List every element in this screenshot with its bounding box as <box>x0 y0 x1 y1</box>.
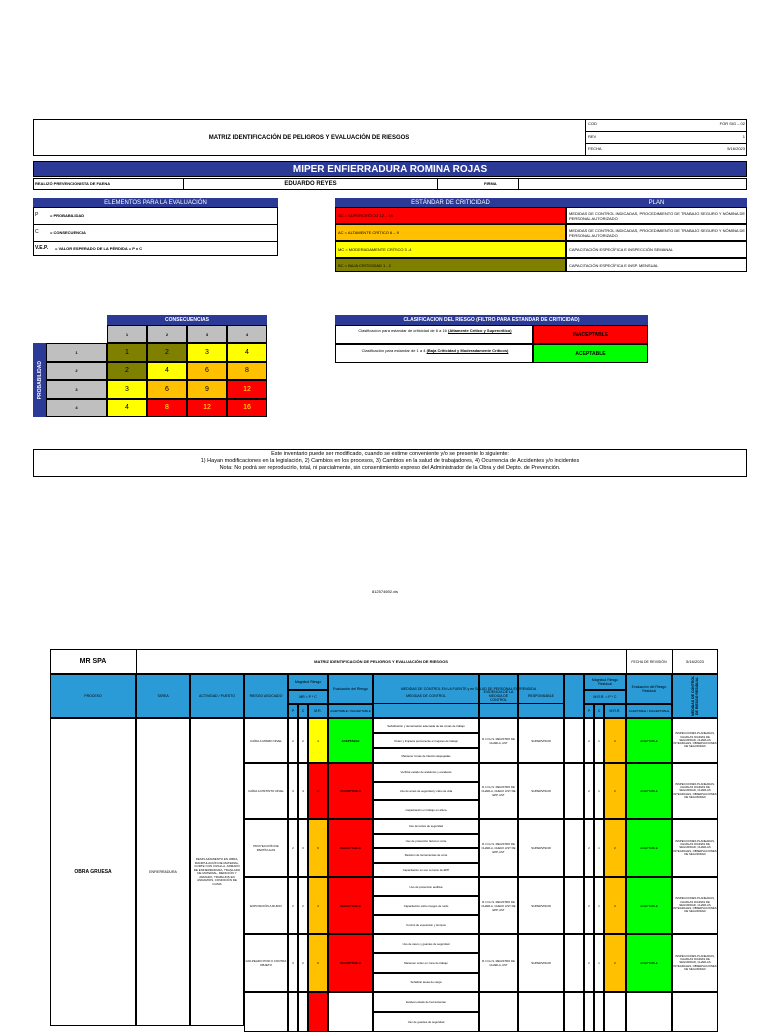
medida-item: Uso de lentes de seguridad <box>373 819 479 834</box>
cod-label: COD <box>588 121 597 126</box>
mr-cell: 6 <box>308 819 328 877</box>
medida-item: Señalización y demarcación adecuada de las zonas de trabajo <box>373 718 479 733</box>
acep2-cell: ACEPTABLE <box>626 819 672 877</box>
c2-cell: 1 <box>594 718 604 763</box>
clasif-row-2 <box>335 344 533 363</box>
medida-item: Verificar estado de andamios y escaleras <box>373 763 479 782</box>
eval-cell <box>328 992 373 1032</box>
evidencia-cell: R.I.O.H.S. REGISTRO DE CHARLA, CHECK LIST DE EPP, AST <box>479 819 518 877</box>
medida-item: Uso de casco y guantes de seguridad <box>373 934 479 953</box>
riesgo-cell: EXPOSICIÓN A RUIDO <box>244 877 288 934</box>
p-cell: 3 <box>288 763 298 819</box>
col-tarea: TAREA <box>136 674 190 718</box>
sheet2-title: MATRIZ IDENTIFICACIÓN DE PELIGROS Y EVALUACIÓN DE RIESGOS <box>314 659 448 664</box>
elem-desc-vep: = VALOR ESPERADO DE LA PÉRDIDA = P x C <box>55 246 143 251</box>
col-responsable: RESPONSABLE <box>518 674 564 718</box>
riesgo-cell: PROYECCIÓN DE PARTÍCULAS <box>244 819 288 877</box>
col-spacer <box>564 674 584 718</box>
clasif-row-2-emph: (Baja Criticidad y Moderadamente Críticos) <box>426 348 509 353</box>
rev-value: 1 <box>742 134 745 139</box>
medida-item: Evaluar estado de herramientas <box>373 992 479 1012</box>
p2-cell: 2 <box>584 763 594 819</box>
p-cell: 2 <box>288 819 298 877</box>
spacer-cell <box>564 934 584 992</box>
responsable-cell: SUPERVISOR <box>518 877 564 934</box>
verif-cell <box>672 992 718 1032</box>
matrix-row-header: 2 <box>46 362 107 381</box>
c-cell: 2 <box>298 877 308 934</box>
medida-item: Uso de protección auditiva <box>373 877 479 896</box>
rev-label: REV <box>588 134 597 139</box>
consecuencias-header: CONSECUENCIAS <box>107 315 267 325</box>
col-mr2: M.R.R. <box>604 704 626 718</box>
col-medidas-group: MEDIDAS DE CONTROL EN LA FUENTE y en SALUD DE PERSONAL ESTRENDIDA <box>373 674 564 704</box>
firma-cell <box>518 178 747 190</box>
realizo-label: REALIZÓ PREVENCIONISTA DE FAENA <box>35 181 111 186</box>
mr2-cell: 2 <box>604 934 626 992</box>
mr-cell: 4 <box>308 877 328 934</box>
spacer-cell <box>564 718 584 763</box>
plan-title: PLAN <box>566 198 747 207</box>
plan-item: MEDIDAS DE CONTROL INDICADAS, PROCEDIMIENTO DE TRABAJO SEGURO Y NÓMINA DE PERSONAL AUTORIZADO <box>566 224 747 241</box>
matrix-cell: 8 <box>147 399 187 418</box>
matrix-cell: 2 <box>147 343 187 362</box>
p2-cell: 2 <box>584 718 594 763</box>
spacer-cell <box>564 763 584 819</box>
clasificacion-title: CLASIFICACION DEL RIESGO (FILTRO PARA ESTANDAR DE CRITICIDAD) <box>335 315 648 325</box>
medida-item: Capacitación en trabajo en altura <box>373 800 479 819</box>
file-name: 812574692.xls <box>371 589 399 594</box>
responsable-cell: SUPERVISOR <box>518 718 564 763</box>
matrix-cell: 3 <box>187 343 227 362</box>
col-actividad: ACTIVIDAD / PUESTO <box>190 674 244 718</box>
matrix-cell: 1 <box>107 343 147 362</box>
clasif-result-aceptable: ACEPTABLE <box>533 344 648 363</box>
eval-cell: INACEPTABLE <box>328 877 373 934</box>
clasif-row-2-label: Clasificación para estandar de 1 a 4 <box>361 348 426 353</box>
mr2-cell: 2 <box>604 718 626 763</box>
medida-item: Revisión de herramientas de corte <box>373 848 479 863</box>
header-rowline <box>585 131 747 132</box>
mr-cell: 6 <box>308 934 328 992</box>
c2-cell <box>594 992 604 1032</box>
spacer-cell <box>564 992 584 1032</box>
clasif-row-2-text <box>340 348 530 353</box>
col-riesgo: RIESGO ASOCIADO <box>244 674 288 718</box>
matrix-cell: 4 <box>227 343 267 362</box>
miper-banner: MIPER ENFIERRADURA ROMINA ROJAS <box>33 161 747 177</box>
eval-cell: ACEPTABLE <box>328 718 373 763</box>
acep2-cell: ACEPTABLE <box>626 877 672 934</box>
medida-item: Control de exposición y tiempos <box>373 915 479 934</box>
criticidad-level: MC = MODERADAMENTE CRÍTICO 3 -4 <box>335 241 566 258</box>
responsable-cell: SUPERVISOR <box>518 934 564 992</box>
mr-cell: 4 <box>308 718 328 763</box>
eval-cell: INACEPTABLE <box>328 934 373 992</box>
elementos-title: ELEMENTOS PARA LA EVALUACIÓN <box>33 198 278 207</box>
plan-item: CAPACITACIÓN ESPECÍFICA E INSP. MENSUAL <box>566 258 747 272</box>
matrix-cell: 12 <box>187 399 227 418</box>
matrix-row-header: 1 <box>46 343 107 362</box>
elem-key-vep: V.E.P. <box>35 245 49 251</box>
acep2-cell: ACEPTABLE <box>626 763 672 819</box>
acep2-cell <box>626 992 672 1032</box>
col-verif-label: MEDIDAS DE CONTROL DE RIESGO RESIDUAL <box>691 675 699 717</box>
note-line-1: Este inventario puede ser modificado, cuando se estime conveniente y/o se presente lo siguiente: <box>271 451 509 457</box>
p2-cell <box>584 992 594 1032</box>
riesgo-cell <box>244 992 288 1032</box>
elem-desc-p: = PROBABILIDAD <box>50 213 85 218</box>
mr-cell: 12 <box>308 763 328 819</box>
fecha-revision-value: 5/16/2023 <box>686 659 704 664</box>
riesgo-cell: CAÍDA A DISTINTO NIVEL <box>244 763 288 819</box>
col-verif <box>672 674 718 718</box>
c-cell: 3 <box>298 819 308 877</box>
riesgo-cell: CAÍDA A MISMO NIVEL <box>244 718 288 763</box>
col-mr: M.R. <box>308 704 328 718</box>
medida-item: Uso de arnés de seguridad y cabo de vida <box>373 782 479 801</box>
verif-cell: INSPECCIONES PLANEADAS, CHARLAS DIARIAS DE SEGURIDAD, CHARLAS INTEGRALES, OBSERVACIONES DE SEGURIDAD <box>672 877 718 934</box>
elementos-line <box>33 224 278 225</box>
elementos-line <box>33 241 278 242</box>
estandar-title: ESTÁNDAR DE CRITICIDAD <box>335 198 566 207</box>
matrix-cell: 4 <box>107 399 147 418</box>
matrix-cell: 2 <box>107 362 147 381</box>
medida-item: Capacitación en uso correcto de EPP <box>373 863 479 878</box>
mr2-cell: 2 <box>604 763 626 819</box>
doc-title: MATRIZ IDENTIFICACIÓN DE PELIGROS Y EVALUACIÓN DE RIESGOS <box>208 134 410 141</box>
c2-cell: 1 <box>594 763 604 819</box>
matrix-cell: 9 <box>187 380 227 399</box>
criticidad-level: BC = BAJA CRITICIDAD 1 - 2 <box>335 258 566 272</box>
evidencia-cell: R.I.O.H.S. REGISTRO DE CHARLA, AST <box>479 934 518 992</box>
c-cell: 2 <box>298 934 308 992</box>
c-cell: 4 <box>298 763 308 819</box>
col-c: C <box>298 704 308 718</box>
responsable-cell <box>518 992 564 1032</box>
clasif-result-inaceptable: INACEPTABLE <box>533 325 648 344</box>
verif-cell: INSPECCIONES PLANEADAS, CHARLAS DIARIAS DE SEGURIDAD, CHARLAS INTEGRALES, OBSERVACIONES DE SEGURIDAD <box>672 763 718 819</box>
fecha-value: 5/16/2023 <box>727 146 745 151</box>
col-eval-res: Evaluación del Riesgo Residual <box>626 674 672 704</box>
matrix-cell: 6 <box>147 380 187 399</box>
col-proceso: PROCESO <box>50 674 136 718</box>
matrix-col-header: 3 <box>187 325 227 343</box>
tarea-cell: ENFIERRADURA <box>136 718 190 1026</box>
spacer-cell <box>564 819 584 877</box>
p2-cell: 2 <box>584 819 594 877</box>
p-cell: 2 <box>288 718 298 763</box>
eval-cell: INACEPTABLE <box>328 819 373 877</box>
mr2-cell: 2 <box>604 819 626 877</box>
p-cell: 3 <box>288 934 298 992</box>
proceso-cell: OBRA GRUESA <box>50 718 136 1026</box>
col-mag-res: Magnitud Riesgo Residual <box>584 674 626 690</box>
matrix-cell: 3 <box>107 380 147 399</box>
inventario-note <box>33 449 747 477</box>
col-mag-sub: MR = P * C <box>288 690 328 704</box>
matrix-col-header: 1 <box>107 325 147 343</box>
col-c2: C <box>594 704 604 718</box>
c2-cell: 1 <box>594 877 604 934</box>
col-p: P <box>288 704 298 718</box>
medida-item: Señalizar áreas de carga <box>373 973 479 992</box>
criticidad-level: AC = ALTAMENTE CRÍTICO 6 – 9 <box>335 224 566 241</box>
medida-item: Mantener zonas de tránsito despejadas <box>373 748 479 763</box>
cod-value: FOR SIG – 02 <box>719 121 745 126</box>
matrix-cell: 6 <box>187 362 227 381</box>
p-cell <box>288 992 298 1032</box>
mr-cell <box>308 992 328 1032</box>
note-line-2: 1) Hayan modificaciones en la legislación, 2) Cambios en los procesos, 3) Cambios en la salud de trabajadores, 4) Ocurrencia de Accidentes y/o incidentes <box>200 458 580 464</box>
clasif-row-1-emph: (Altamente Crítico y Supercrítico) <box>448 328 512 333</box>
plan-item: CAPACITACIÓN ESPECÍFICA E INSPECCIÓN SEMANAL <box>566 241 747 258</box>
realizo-name: EDUARDO REYES <box>284 181 337 187</box>
p-cell: 2 <box>288 877 298 934</box>
matrix-row-header: 3 <box>46 380 107 399</box>
evidencia-cell: R.I.O.H.S. REGISTRO DE CHARLA, CHECK LIST DE EPP, AST <box>479 877 518 934</box>
plan-item: MEDIDAS DE CONTROL INDICADAS, PROCEDIMIENTO DE TRABAJO SEGURO Y NÓMINA DE PERSONAL AUTORIZADO <box>566 207 747 224</box>
col-medidas: MEDIDAS DE CONTROL <box>373 674 479 718</box>
col-acep2: ACEPTABLE / INACEPTABLE <box>626 704 672 718</box>
p2-cell: 2 <box>584 877 594 934</box>
header-rowline <box>585 143 747 144</box>
elem-desc-c: = CONSECUENCIA <box>50 230 86 235</box>
matrix-row-header: 4 <box>46 399 107 418</box>
medida-item: Uso de protección facial en corte <box>373 834 479 849</box>
note-line-3: Nota: No podrá ser reproducirlo, total, ni parcialmente, sin consentimiento expreso del Administrador de la Obra y del Depto. de Prevención. <box>219 465 561 471</box>
header-divider <box>585 119 586 156</box>
c2-cell: 1 <box>594 819 604 877</box>
col-acep: ACEPTABLE / INACEPTABLE <box>328 704 373 718</box>
responsable-cell: SUPERVISOR <box>518 763 564 819</box>
probabilidad-label: PROBABILIDAD <box>36 360 43 400</box>
fecha-revision-label: FECHA DE REVISIÓN <box>631 659 667 664</box>
c-cell <box>298 992 308 1032</box>
fecha-label: FECHA <box>588 146 602 151</box>
col-mag-riesgo: Magnitud Riesgo <box>288 674 328 690</box>
firma-label: FIRMA <box>484 181 497 186</box>
medida-item: Uso de guantes de seguridad <box>373 1012 479 1032</box>
riesgo-cell: GOLPEADO POR O CONTRA OBJETO <box>244 934 288 992</box>
actividad-cell: DESPLAZAMIENTO EN OBRA, MANIPULACIÓN DE MATERIAL, CORTE CON CIZALLA, ARMADO DE ENFIERRADURA, TRASLADO DE MATERIAL, MEDICIÓN Y ARMADO, TRABAJOS EN ANDAMIOS, CONDICIÓN DE CLIMA <box>190 718 244 1026</box>
clasif-row-1-text <box>340 328 530 333</box>
eval-cell: INACEPTABLE <box>328 763 373 819</box>
medida-item: Capacitación sobre riesgos de ruido <box>373 896 479 915</box>
col-mag-res-sub: M.R.R. = P * C <box>584 690 626 704</box>
acep2-cell: ACEPTABLE <box>626 718 672 763</box>
evidencia-cell <box>479 992 518 1032</box>
medida-item: Mantener orden en zona de trabajo <box>373 953 479 972</box>
probabilidad-header <box>33 343 46 417</box>
acep2-cell: ACEPTABLE <box>626 934 672 992</box>
col-p2: P <box>584 704 594 718</box>
responsable-cell: SUPERVISOR <box>518 819 564 877</box>
criticidad-level: SC = SUPERCRÍTICO 12 – 16 <box>335 207 566 224</box>
verif-cell: INSPECCIONES PLANEADAS, CHARLAS DIARIAS DE SEGURIDAD, CHARLAS INTEGRALES, OBSERVACIONES DE SEGURIDAD <box>672 819 718 877</box>
elem-key-c: C <box>35 229 39 235</box>
company-name: MR SPA <box>79 658 107 665</box>
matrix-cell: 4 <box>147 362 187 381</box>
matrix-cell: 16 <box>227 399 267 418</box>
matrix-col-header: 4 <box>227 325 267 343</box>
medida-item: Orden y limpieza permanente en lugares de trabajo <box>373 733 479 748</box>
col-evidencia: EVIDENCIA DE LA MEDIDA DE CONTROL <box>479 674 518 718</box>
mr2-cell <box>604 992 626 1032</box>
p2-cell: 2 <box>584 934 594 992</box>
matrix-cell: 12 <box>227 380 267 399</box>
col-eval: Evaluación del Riesgo <box>328 674 373 704</box>
mr2-cell: 2 <box>604 877 626 934</box>
verif-cell: INSPECCIONES PLANEADAS, CHARLAS DIARIAS DE SEGURIDAD, CHARLAS INTEGRALES, OBSERVACIONES DE SEGURIDAD <box>672 718 718 763</box>
matrix-cell: 8 <box>227 362 267 381</box>
verif-cell: INSPECCIONES PLANEADAS, CHARLAS DIARIAS DE SEGURIDAD, CHARLAS INTEGRALES, OBSERVACIONES DE SEGURIDAD <box>672 934 718 992</box>
c-cell: 2 <box>298 718 308 763</box>
matrix-col-header: 2 <box>147 325 187 343</box>
spacer-cell <box>564 877 584 934</box>
evidencia-cell: R.I.O.H.S. REGISTRO DE CHARLA, CHECK LIST DE EPP, AST <box>479 763 518 819</box>
elem-key-p: P <box>35 212 39 218</box>
clasif-row-1-label: Clasificacion para estandar de criticidad de 6 a 16 <box>358 328 447 333</box>
evidencia-cell: R.I.O.H.S. REGISTRO DE CHARLA, AST <box>479 718 518 763</box>
c2-cell: 1 <box>594 934 604 992</box>
